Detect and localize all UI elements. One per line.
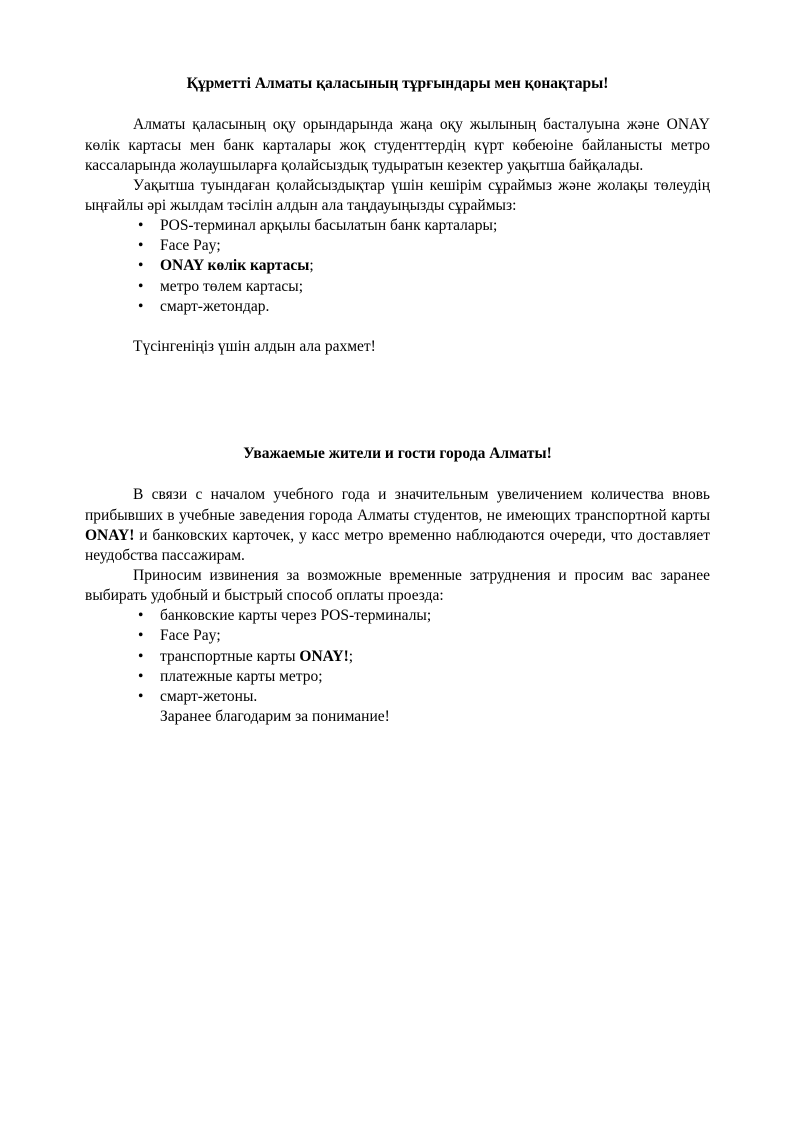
list-item-text-before: Face Pay; <box>160 627 221 645</box>
list-item-text-before: Face Pay; <box>160 237 221 255</box>
section-russian <box>85 444 710 727</box>
kazakh-heading: Құрметті Алматы қаласының тұрғындары мен қонақтары! <box>186 75 609 92</box>
kazakh-closing-line: Түсінгеніңіз үшін алдын ала рахмет! <box>133 337 376 355</box>
list-item-text-before: POS-терминал арқылы басылатын банк карталары; <box>160 217 498 235</box>
bullet-icon: • <box>138 667 144 685</box>
bullet-icon: • <box>138 297 144 315</box>
list-item-text-after: ; <box>348 647 354 665</box>
list-item-text-after: ; <box>309 257 314 275</box>
russian-heading: Уважаемые жители и гости города Алматы! <box>243 445 552 462</box>
section-spacer <box>85 357 710 444</box>
list-item <box>85 606 710 626</box>
russian-paragraph-1 <box>85 485 710 566</box>
heading-spacer-kk <box>85 94 710 115</box>
heading-spacer-ru <box>85 464 710 485</box>
list-item-text-before: банковские карты через POS-терминалы; <box>160 607 432 625</box>
list-item <box>85 297 710 317</box>
russian-paragraph-1-part-2: и банковских карточек, у касс метро временно наблюдаются очереди, что доставляет неудобства пассажирам. <box>85 526 710 564</box>
document-body <box>85 0 710 727</box>
list-item <box>85 626 710 646</box>
russian-payment-methods-list <box>85 606 710 707</box>
kazakh-paragraph-2: Уақытша туындаған қолайсыздықтар үшін кешірім сұраймыз және жолақы төлеудің ыңғайлы әрі жылдам тәсілін алдын ала таңдауыңызды сұраймыз: <box>85 176 710 215</box>
kazakh-paragraph-1: Алматы қаласының оқу орындарында жаңа оқу жылының басталуына және ONAY көлік картасы мен банк карталары жоқ студенттердің күрт көбеюіне байланысты метро кассаларында жолаушыларға қолайсыздық тудыратын кезектер уақытша байқалады. <box>85 116 710 174</box>
blank-line-kk <box>85 317 710 337</box>
list-item-text-before: платежные карты метро; <box>160 667 323 685</box>
bullet-icon: • <box>138 687 144 705</box>
list-item <box>85 667 710 687</box>
bullet-icon: • <box>138 277 144 295</box>
russian-closing-line: Заранее благодарим за понимание! <box>160 708 390 725</box>
bullet-icon: • <box>138 627 144 645</box>
kazakh-payment-methods-list <box>85 216 710 317</box>
bullet-icon: • <box>138 257 144 275</box>
bullet-icon: • <box>138 217 144 235</box>
list-item-text-before: смарт-жетондар. <box>160 297 270 315</box>
section-kazakh <box>85 74 710 357</box>
russian-paragraph-1-part-1: В связи с началом учебного года и значительным увеличением количества вновь прибывших в учебные заведения города Алматы студентов, не имеющих транспортной карты <box>85 486 710 524</box>
bullet-icon: • <box>138 237 144 255</box>
list-item <box>85 256 710 276</box>
bullet-icon: • <box>138 647 144 665</box>
list-item-text-before: транспортные карты <box>160 647 300 665</box>
list-item <box>85 277 710 297</box>
bullet-icon: • <box>138 607 144 625</box>
russian-paragraph-1-bold: ONAY! <box>85 526 135 544</box>
russian-paragraph-2: Приносим извинения за возможные временные затруднения и просим вас заранее выбирать удобный и быстрый способ оплаты проезда: <box>85 567 710 605</box>
list-item-text-bold: ONAY! <box>299 647 349 665</box>
list-item <box>85 236 710 256</box>
top-spacer <box>85 0 710 74</box>
list-item-text-bold: ONAY көлік картасы <box>160 257 310 275</box>
list-item-text-before: смарт-жетоны. <box>160 687 258 705</box>
list-item-text-before: метро төлем картасы; <box>160 277 304 295</box>
list-item <box>85 687 710 707</box>
list-item <box>85 216 710 236</box>
list-item <box>85 647 710 667</box>
